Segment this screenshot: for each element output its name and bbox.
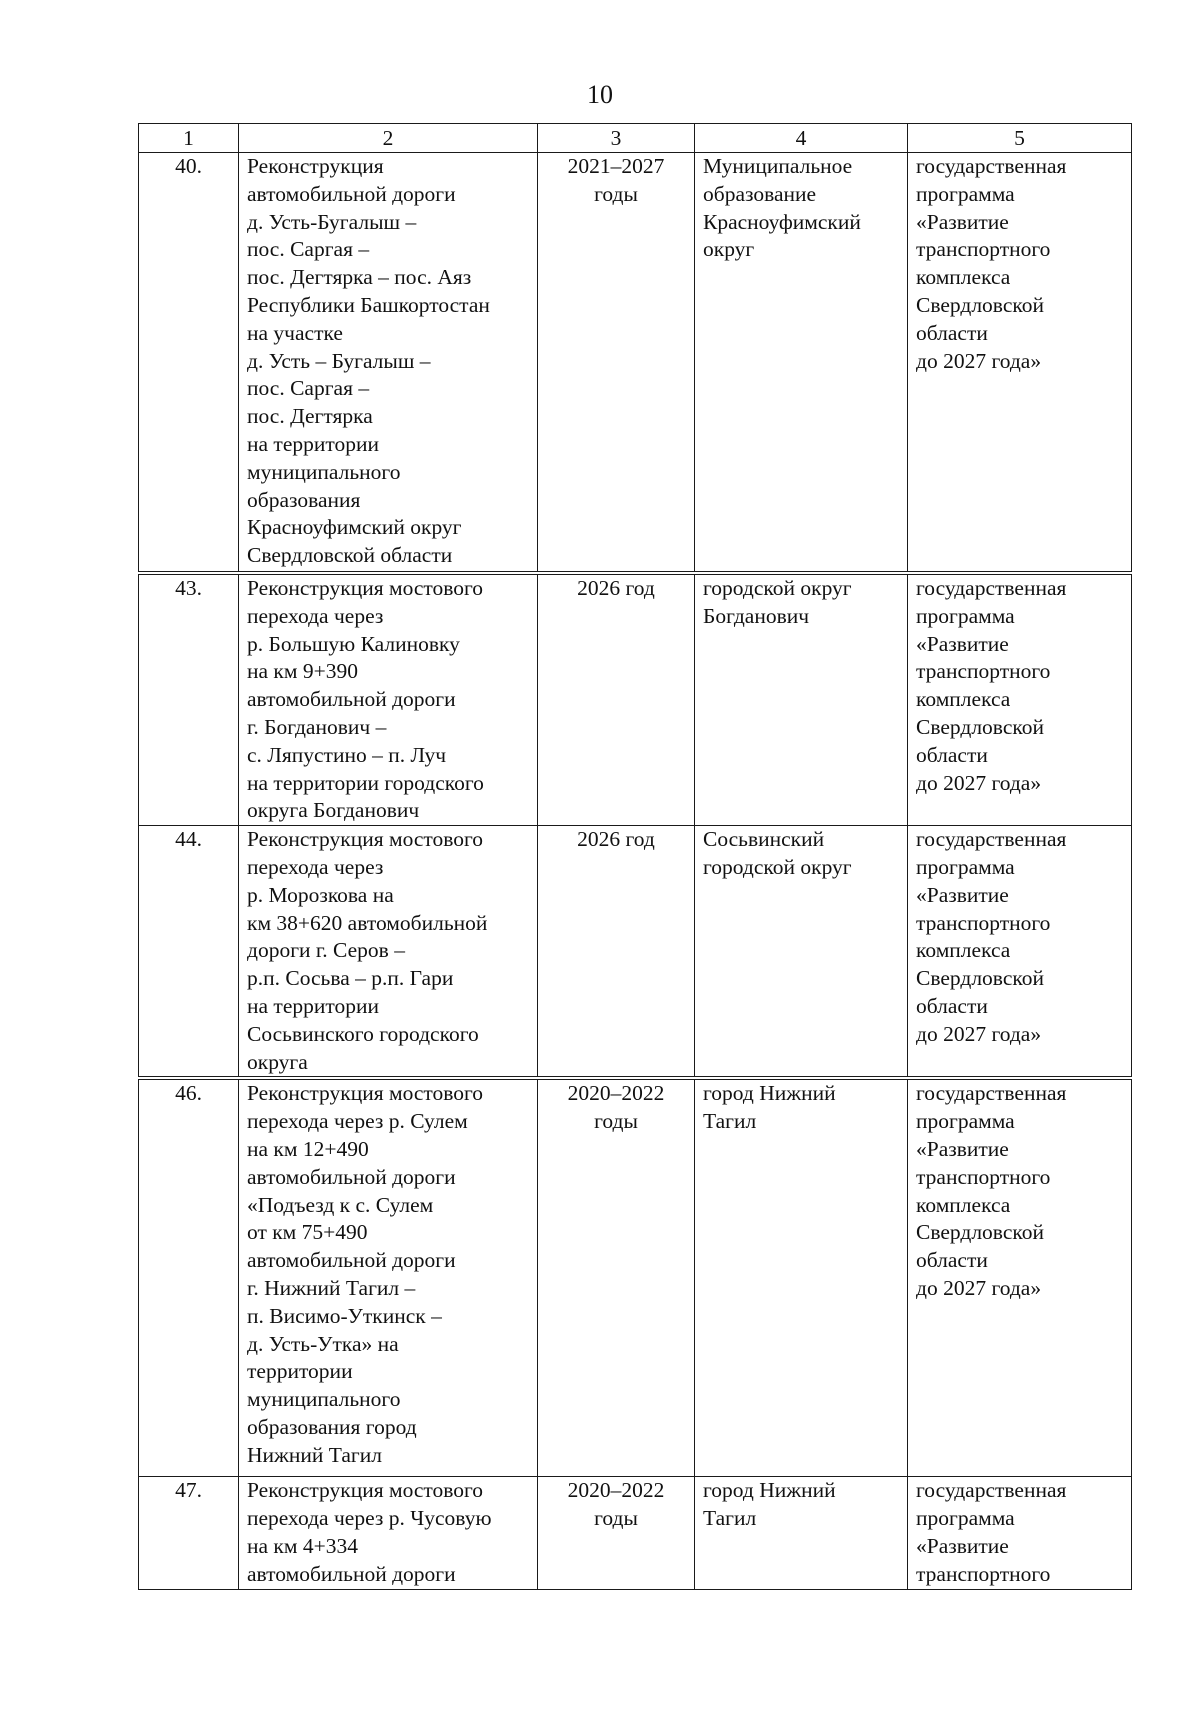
cell-text-line: на участке (247, 320, 343, 345)
cell-text-line: образования (247, 487, 361, 512)
row-number-cell: 44. (139, 826, 239, 1079)
cell-text-line: Реконструкция (247, 154, 384, 178)
cell-text-line: до 2027 года» (916, 770, 1042, 795)
cell-text-line: автомобильной дороги (247, 687, 456, 712)
cell-text-line: Свердловской (916, 714, 1044, 739)
cell-text-line: образования город (247, 1414, 417, 1439)
cell-text-line: транспортного (916, 910, 1051, 935)
cell-text-line: перехода через (247, 603, 384, 628)
cell-text-line: Муниципальное (703, 154, 853, 178)
cell-text-line: муниципального (247, 459, 401, 484)
cell-text-line: Богданович (703, 603, 810, 628)
cell-text-line: области (916, 993, 988, 1018)
cell-text-line: перехода через р. Чусовую (247, 1506, 492, 1531)
cell-text-line: государственная (916, 154, 1067, 178)
cell-text-line: Реконструкция мостового (247, 576, 484, 600)
cell-text-line: городской округ (703, 576, 852, 600)
cell-text-line: программа (916, 1109, 1015, 1134)
table-row (139, 826, 1132, 1079)
cell-text-line: автомобильной дороги (247, 1248, 456, 1273)
cell-text-line: на территории (247, 431, 379, 456)
cell-text-line: округа (247, 1049, 308, 1074)
description-cell (239, 573, 538, 826)
cell-text-line: программа (916, 181, 1015, 206)
table-header-row (139, 124, 1132, 153)
cell-text-line: «Подъезд к с. Сулем (247, 1192, 434, 1217)
cell-text-line: Свердловской (916, 292, 1044, 317)
cell-text-line: государственная (916, 1478, 1067, 1503)
description-cell (239, 1477, 538, 1589)
cell-text-line: 2026 год (577, 576, 655, 600)
column-header-1: 1 (139, 124, 239, 153)
cell-text-line: дороги г. Серов – (247, 938, 405, 963)
cell-text-line: до 2027 года» (916, 348, 1042, 373)
program-cell (908, 153, 1132, 574)
cell-text-line: годы (594, 1109, 638, 1134)
cell-text-line: годы (594, 1506, 638, 1531)
cell-text-line: комплекса (916, 1192, 1011, 1217)
cell-text-line: на км 4+334 (247, 1533, 358, 1558)
column-header-2: 2 (239, 124, 538, 153)
cell-text-line: пос. Дегтярка – пос. Аяз (247, 265, 472, 290)
cell-text-line: город Нижний (703, 1081, 836, 1106)
cell-text-line: автомобильной дороги (247, 1561, 456, 1586)
projects-table (138, 123, 1132, 1590)
cell-text-line: транспортного (916, 659, 1051, 684)
municipality-cell (695, 1078, 908, 1477)
cell-text-line: программа (916, 854, 1015, 879)
cell-text-line: автомобильной дороги (247, 1164, 456, 1189)
program-cell (908, 573, 1132, 826)
cell-text-line: до 2027 года» (916, 1275, 1042, 1300)
cell-text-line: комплекса (916, 265, 1011, 290)
table-body (139, 153, 1132, 1590)
municipality-cell (695, 826, 908, 1079)
row-number-cell: 47. (139, 1477, 239, 1589)
row-number-cell: 43. (139, 573, 239, 826)
cell-text-line: области (916, 742, 988, 767)
cell-text-line: Тагил (703, 1506, 757, 1531)
cell-text-line: р.п. Сосьва – р.п. Гари (247, 966, 454, 991)
cell-text-line: годы (594, 181, 638, 206)
cell-text-line: д. Усть – Бугалыш – (247, 348, 431, 373)
cell-text-line: «Развитие (916, 209, 1009, 234)
cell-text-line: р. Большую Калиновку (247, 631, 460, 656)
cell-text-line: комплекса (916, 687, 1011, 712)
cell-text-line: пос. Дегтярка (247, 404, 373, 429)
cell-text-line: 2021–2027 (567, 154, 665, 178)
cell-text-line: г. Нижний Тагил – (247, 1275, 416, 1300)
cell-text-line: 2020–2022 (567, 1081, 665, 1106)
cell-text-line: области (916, 320, 988, 345)
cell-text-line: программа (916, 603, 1015, 628)
cell-text-line: государственная (916, 1081, 1067, 1106)
municipality-cell (695, 153, 908, 574)
row-number-cell: 46. (139, 1078, 239, 1477)
period-cell (538, 1477, 695, 1589)
cell-text-line: территории (247, 1359, 353, 1384)
description-cell (239, 153, 538, 574)
cell-text-line: комплекса (916, 938, 1011, 963)
cell-text-line: Реконструкция мостового (247, 827, 484, 852)
cell-text-line: Реконструкция мостового (247, 1478, 484, 1503)
municipality-cell (695, 573, 908, 826)
cell-text-line: от км 75+490 (247, 1220, 368, 1245)
description-cell (239, 1078, 538, 1477)
cell-text-line: Сосьвинский (703, 827, 825, 852)
cell-text-line: городской округ (703, 854, 852, 879)
cell-text-line: муниципального (247, 1387, 401, 1412)
cell-text-line: транспортного (916, 1164, 1051, 1189)
cell-text-line: Реконструкция мостового (247, 1081, 484, 1106)
cell-text-line: Свердловской области (247, 543, 453, 568)
cell-text-line: г. Богданович – (247, 714, 387, 739)
cell-text-line: км 38+620 автомобильной (247, 910, 488, 935)
cell-text-line: д. Усть-Утка» на (247, 1331, 399, 1356)
cell-text-line: государственная (916, 576, 1067, 600)
cell-text-line: с. Ляпустино – п. Луч (247, 742, 447, 767)
table-row (139, 153, 1132, 574)
cell-text-line: перехода через р. Сулем (247, 1109, 468, 1134)
cell-text-line: округа Богданович (247, 798, 420, 823)
cell-text-line: «Развитие (916, 631, 1009, 656)
cell-text-line: округ (703, 237, 755, 262)
table-row (139, 1477, 1132, 1589)
cell-text-line: автомобильной дороги (247, 181, 456, 206)
cell-text-line: Красноуфимский округ (247, 515, 462, 540)
cell-text-line: пос. Саргая – (247, 376, 370, 401)
cell-text-line: 2026 год (577, 827, 655, 852)
cell-text-line: «Развитие (916, 882, 1009, 907)
cell-text-line: «Развитие (916, 1533, 1009, 1558)
cell-text-line: 2020–2022 (567, 1478, 665, 1503)
column-header-4: 4 (695, 124, 908, 153)
cell-text-line: п. Висимо-Уткинск – (247, 1303, 442, 1328)
cell-text-line: Свердловской (916, 1220, 1044, 1245)
cell-text-line: на территории городского (247, 770, 484, 795)
program-cell (908, 1078, 1132, 1477)
period-cell (538, 826, 695, 1079)
row-number-cell: 40. (139, 153, 239, 574)
municipality-cell (695, 1477, 908, 1589)
cell-text-line: программа (916, 1506, 1015, 1531)
cell-text-line: перехода через (247, 854, 384, 879)
cell-text-line: на км 9+390 (247, 659, 358, 684)
period-cell (538, 153, 695, 574)
page-number: 10 (587, 80, 613, 109)
column-header-5: 5 (908, 124, 1132, 153)
cell-text-line: р. Морозкова на (247, 882, 394, 907)
cell-text-line: транспортного (916, 237, 1051, 262)
cell-text-line: пос. Саргая – (247, 237, 370, 262)
cell-text-line: д. Усть-Бугалыш – (247, 209, 417, 234)
cell-text-line: Красноуфимский (703, 209, 861, 234)
cell-text-line: на км 12+490 (247, 1136, 369, 1161)
cell-text-line: Республики Башкортостан (247, 292, 490, 317)
period-cell (538, 573, 695, 826)
cell-text-line: город Нижний (703, 1478, 836, 1503)
cell-text-line: образование (703, 181, 817, 206)
cell-text-line: до 2027 года» (916, 1021, 1042, 1046)
column-header-3: 3 (538, 124, 695, 153)
cell-text-line: Свердловской (916, 966, 1044, 991)
cell-text-line: Сосьвинского городского (247, 1021, 479, 1046)
cell-text-line: Тагил (703, 1109, 757, 1134)
table-row (139, 573, 1132, 826)
cell-text-line: государственная (916, 827, 1067, 852)
cell-text-line: Нижний Тагил (247, 1442, 382, 1467)
period-cell (538, 1078, 695, 1477)
cell-text-line: на территории (247, 993, 379, 1018)
program-cell (908, 826, 1132, 1079)
cell-text-line: «Развитие (916, 1136, 1009, 1161)
table-row (139, 1078, 1132, 1477)
description-cell (239, 826, 538, 1079)
cell-text-line: транспортного (916, 1561, 1051, 1586)
cell-text-line: области (916, 1248, 988, 1273)
program-cell (908, 1477, 1132, 1589)
